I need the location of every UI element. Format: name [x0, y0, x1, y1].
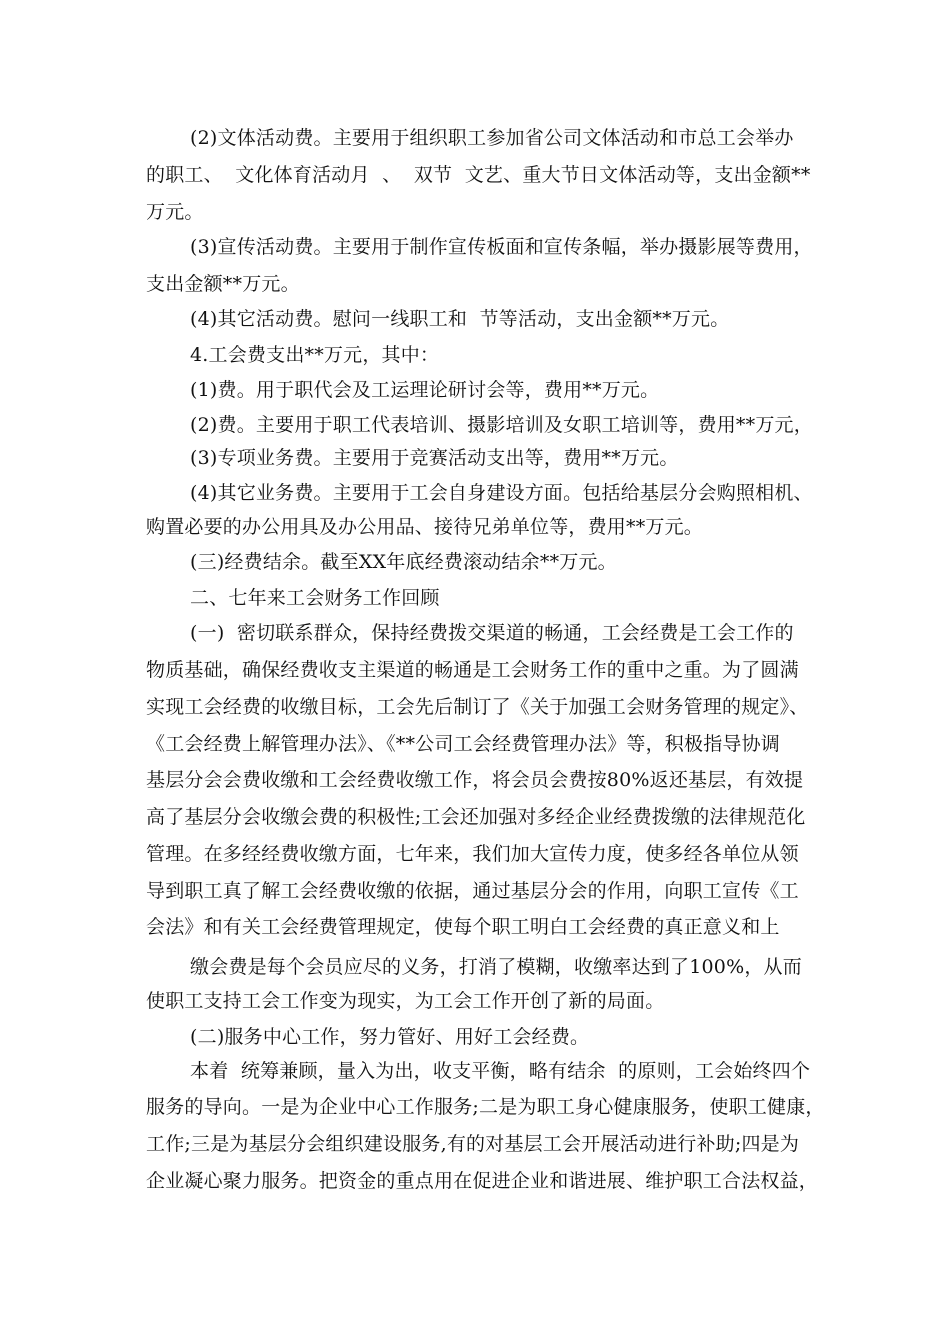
paragraph-line: 工作;三是为基层分会组织建设服务,有的对基层工会开展活动进行补助;四是为 [146, 1133, 800, 1155]
section-heading: 4.工会费支出**万元，其中： [190, 344, 440, 366]
paragraph-line: 高了基层分会收缴会费的积极性;工会还加强对多经企业经费拨缴的法律规范化 [146, 806, 806, 828]
paragraph-line: 的职工、 文化体育活动月 、 双节 文艺、重大节日文体活动等，支出金额** [146, 164, 811, 186]
paragraph-line: 服务的导向。一是为企业中心工作服务;二是为职工身心健康服务，使职工健康， [146, 1096, 825, 1118]
paragraph-line: (2)费。主要用于职工代表培训、摄影培训及女职工培训等，费用**万元， [190, 414, 813, 436]
paragraph-line: 实现工会经费的收缴目标，工会先后制订了《关于加强工会财务管理的规定》、 [146, 696, 809, 718]
paragraph-line: 支出金额**万元。 [146, 273, 300, 295]
paragraph-line: (3)宣传活动费。主要用于制作宣传板面和宣传条幅，举办摄影展等费用， [190, 236, 813, 258]
paragraph-line: (4)其它活动费。慰问一线职工和 节等活动，支出金额**万元。 [190, 308, 730, 330]
paragraph-line: 缴会费是每个会员应尽的义务，打消了模糊，收缴率达到了100%，从而 [190, 956, 802, 978]
paragraph-line: (3)专项业务费。主要用于竞赛活动支出等，费用**万元。 [190, 447, 679, 469]
paragraph-line: 企业凝心聚力服务。把资金的重点用在促进企业和谐进展、维护职工合法权益， [146, 1170, 819, 1192]
paragraph-line: (2)文体活动费。主要用于组织职工参加省公司文体活动和市总工会举办 [190, 127, 794, 149]
paragraph-line: 会法》和有关工会经费管理规定，使每个职工明白工会经费的真正意义和上 [146, 916, 780, 938]
paragraph-line: 物质基础，确保经费收支主渠道的畅通是工会财务工作的重中之重。为了圆满 [146, 659, 799, 681]
paragraph-line: (1)费。用于职代会及工运理论研讨会等，费用**万元。 [190, 379, 660, 401]
paragraph-line: (一) 密切联系群众，保持经费拨交渠道的畅通，工会经费是工会工作的 [190, 622, 794, 644]
paragraph-line: 万元。 [146, 201, 204, 223]
paragraph-line: 导到职工真了解工会经费收缴的依据，通过基层分会的作用，向职工宣传《工 [146, 880, 799, 902]
paragraph-line: 《工会经费上解管理办法》、《**公司工会经费管理办法》等，积极指导协调 [146, 733, 781, 755]
paragraph-line: 基层分会会费收缴和工会经费收缴工作，将会员会费按80%返还基层，有效提 [146, 769, 804, 791]
paragraph-line: (三)经费结余。截至XX年底经费滚动结余**万元。 [190, 551, 617, 573]
paragraph-line: 使职工支持工会工作变为现实，为工会工作开创了新的局面。 [146, 990, 665, 1012]
section-heading: 二、七年来工会财务工作回顾 [190, 587, 440, 609]
paragraph-line: (4)其它业务费。主要用于工会自身建设方面。包括给基层分会购照相机、 [190, 482, 813, 504]
paragraph-line: (二)服务中心工作，努力管好、用好工会经费。 [190, 1026, 590, 1048]
paragraph-line: 购置必要的办公用具及办公用品、接待兄弟单位等，费用**万元。 [146, 516, 704, 538]
paragraph-line: 本着 统筹兼顾，量入为出，收支平衡，略有结余 的原则，工会始终四个 [190, 1060, 811, 1082]
paragraph-line: 管理。在多经经费收缴方面，七年来，我们加大宣传力度，使多经各单位从领 [146, 843, 799, 865]
